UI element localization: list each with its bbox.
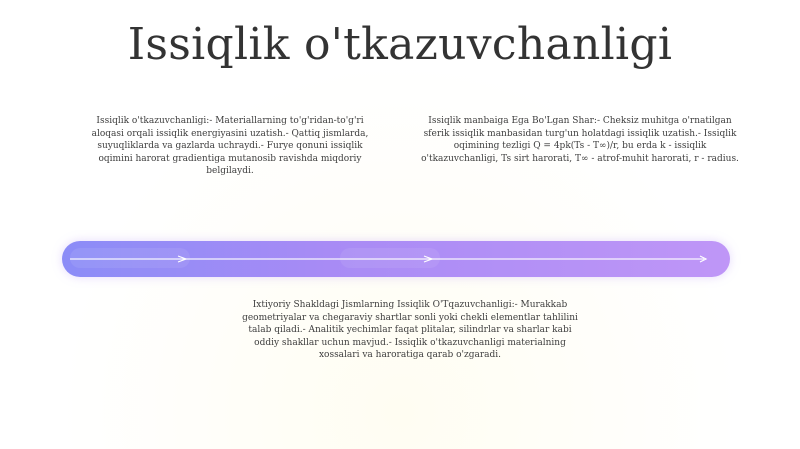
text-block-conductivity: Issiqlik o'tkazuvchanligi:- Materiallarning to'g'ridan-to'g'ri aloqasi orqali issiqlik energiyasini uzatish.- Qattiq jismlarda, suyuqliklarda va gazlarda uchraydi.- Furye qonuni issiqlik oqimini harorat gradientiga mutanosib ravishda miqdoriy belgilaydi. <box>91 116 369 176</box>
text-block-sphere-source: Issiqlik manbaiga Ega Bo'Lgan Shar:- Cheksiz muhitga o'rnatilgan sferik issiqlik manbasidan turg'un holatdagi issiqlik uzatish.- Issiqlik oqimining tezligi Q = 4pk(Ts - T∞)/r, bu erda k - issiqlik o'tkazuvchanligi, Ts sirt harorati, T∞ - atrof-muhit harorati, r - radius. <box>421 116 739 164</box>
timeline-arrow-line <box>70 258 704 260</box>
text-block-arbitrary-shapes: Ixtiyoriy Shakldagi Jismlarning Issiqlik O'Tqazuvchanligi:- Murakkab geometriyalar va chegaraviy shartlar sonli yoki chekli elementlar tahlilini talab qiladi.- Analitik yechimlar faqat plitalar, silindrlar va sharlar kabi oddiy shakllar uchun mavjud.- Issiqlik o'tkazuvchanligi materialning xossalari va haroratiga qarab o'zgaradi. <box>242 300 578 360</box>
slide-title: Issiqlik o'tkazuvchanligi <box>127 19 673 70</box>
